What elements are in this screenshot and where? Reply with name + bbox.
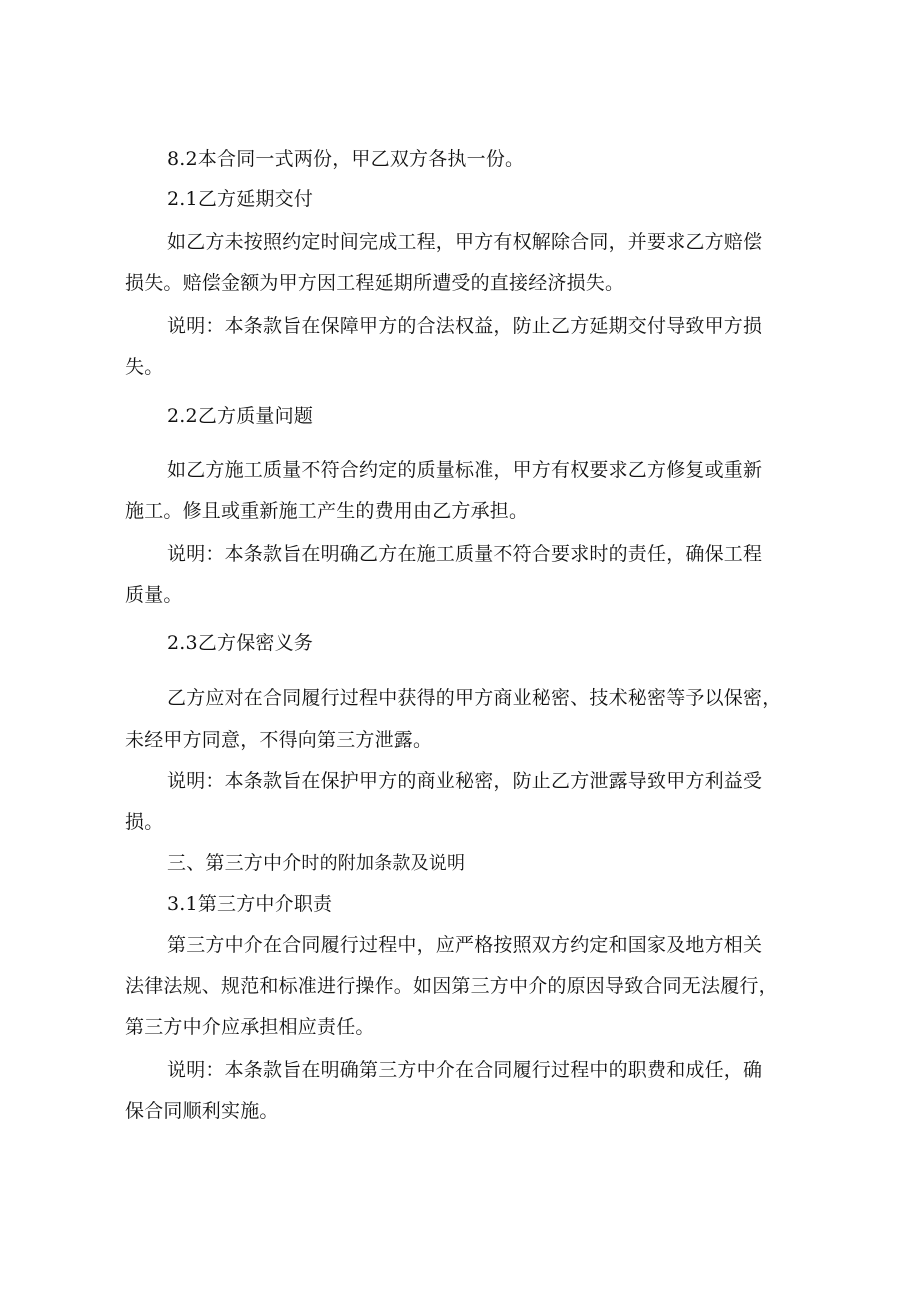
- clause-8-2: 8.2本合同一式两份，甲乙双方各执一份。: [167, 148, 525, 170]
- note-2-3-line-1: 说明：本条款旨在保护甲方的商业秘密，防止乙方泄露导致甲方利益受: [167, 770, 763, 792]
- section-3-title-part-2: 时的附加条款及说明: [301, 853, 466, 874]
- heading-3-1: 3.1第三方中介职责: [167, 893, 333, 915]
- note-2-2-line-1: 说明：本条款旨在明确乙方在施工质量不符合要求时的责任，确保工程: [167, 543, 763, 565]
- section-3-title-part-1: 三、第三方中介: [167, 852, 302, 874]
- clause-2-3-line-2: 未经甲方同意，不得向第三方泄露。: [125, 729, 433, 751]
- clause-3-1-line-3: 第三方中介应承担相应责任。: [125, 1016, 375, 1038]
- note-2-2-line-2: 质量。: [125, 584, 183, 606]
- clause-2-2-line-1: 如乙方施工质量不符合约定的质量标准，甲方有权要求乙方修复或重新: [167, 459, 763, 481]
- clause-2-1-line-1: 如乙方未按照约定时间完成工程，甲方有权解除合同，并要求乙方赔偿: [167, 231, 763, 253]
- note-2-3-line-2: 损。: [125, 811, 164, 833]
- clause-2-1-line-2: 损失。赔偿金额为甲方因工程延期所遭受的直接经济损失。: [125, 272, 625, 294]
- note-2-1-line-2: 失。: [125, 356, 164, 378]
- heading-2-2: 2.2乙方质量问题: [167, 405, 314, 427]
- clause-3-1-line-1: 第三方中介在合同履行过程中，应严格按照双方约定和国家及地方相关: [167, 934, 763, 956]
- note-3-1-line-2: 保合同顺利实施。: [125, 1100, 279, 1122]
- note-3-1-line-1: 说明：本条款旨在明确第三方中介在合同履行过程中的职费和成任，确: [167, 1059, 763, 1081]
- note-2-1-line-1: 说明：本条款旨在保障甲方的合法权益，防止乙方延期交付导致甲方损: [167, 315, 763, 337]
- clause-2-2-line-2: 施工。修且或重新施工产生的费用由乙方承担。: [125, 500, 529, 522]
- heading-2-1: 2.1乙方延期交付: [167, 188, 314, 210]
- clause-2-3-line-1: 乙方应对在合同履行过程中获得的甲方商业秘密、技术秘密等予以保密，: [167, 687, 782, 709]
- section-3-title: [167, 851, 465, 876]
- heading-2-3: 2.3乙方保密义务: [167, 632, 314, 654]
- clause-3-1-line-2: 法律法规、规范和标准进行操作。如因第三方中介的原因导致合同无法履行，: [125, 975, 778, 997]
